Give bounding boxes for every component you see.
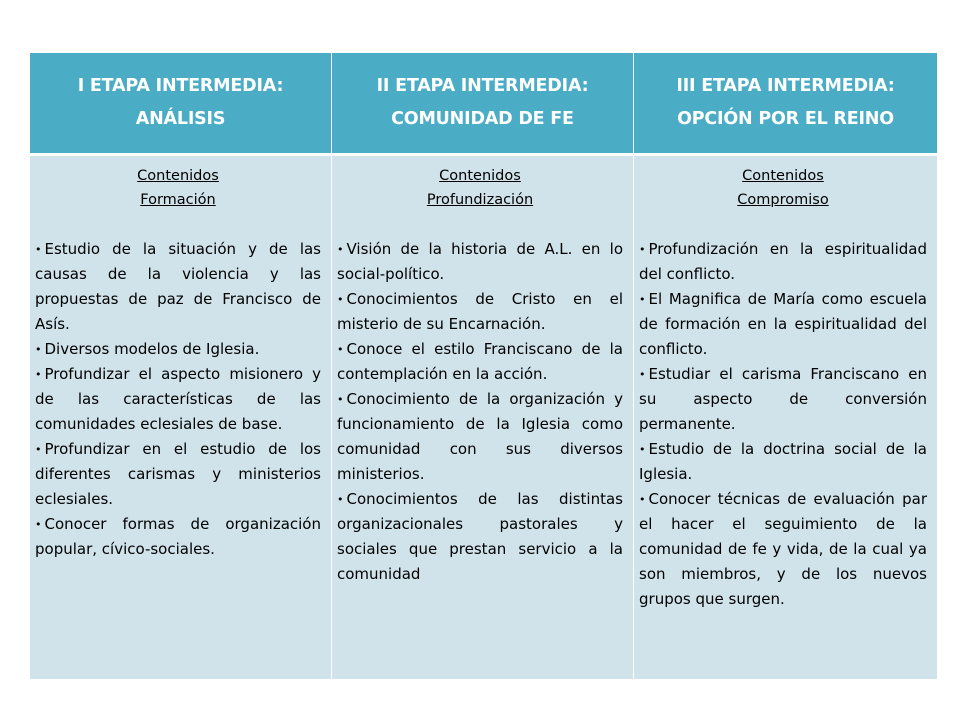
- list-item: • Conoce el estilo Franciscano de la contemplación en la acción.: [337, 340, 623, 383]
- contents-label: Contenidos: [439, 168, 521, 184]
- list-item: • Conocimientos de Cristo en el misterio de su Encarnación.: [337, 290, 623, 333]
- list-item: • Conocimientos de las distintas organizacionales pastorales y sociales que prestan servicio a la comunidad: [337, 490, 623, 583]
- list-item: • Conocer formas de organización popular, cívico-sociales.: [35, 515, 321, 558]
- header-stage-3-line1: III ETAPA INTERMEDIA:: [676, 76, 895, 96]
- list-item: • Estudio de la situación y de las causas de la violencia y las propuestas de paz de Francisco de Asís.: [35, 240, 321, 333]
- focus-label: Compromiso: [737, 192, 829, 208]
- header-stage-2-line2: COMUNIDAD DE FE: [391, 109, 574, 129]
- content-list: [35, 237, 321, 562]
- list-item: • Diversos modelos de Iglesia.: [35, 340, 260, 358]
- stages-table: [30, 53, 937, 679]
- focus-label: Formación: [140, 192, 216, 208]
- content-cell-stage-1: [30, 156, 332, 679]
- content-list: [337, 237, 623, 587]
- header-stage-1: [30, 53, 332, 156]
- list-item: • Profundizar el aspecto misionero y de las características de las comunidades eclesiales de base.: [35, 365, 321, 433]
- header-stage-1-line1: I ETAPA INTERMEDIA:: [77, 76, 284, 96]
- list-item: • Profundizar en el estudio de los diferentes carismas y ministerios eclesiales.: [35, 440, 321, 508]
- contents-label: Contenidos: [137, 168, 219, 184]
- list-item: • Estudio de la doctrina social de la Iglesia.: [639, 440, 927, 483]
- header-stage-3-line2: OPCIÓN POR EL REINO: [677, 109, 894, 129]
- content-cell-stage-3: [634, 156, 937, 679]
- list-item: • Estudiar el carisma Franciscano en su aspecto de conversión permanente.: [639, 365, 927, 433]
- list-item: • Conocer técnicas de evaluación par el hacer el seguimiento de la comunidad de fe y vida, de la cual ya son miembros, y de los nuevos grupos que surgen.: [639, 490, 927, 608]
- header-stage-3: [634, 53, 937, 156]
- header-stage-1-line2: ANÁLISIS: [135, 109, 226, 129]
- content-cell-stage-2: [332, 156, 634, 679]
- list-item: • El Magnifica de María como escuela de formación en la espiritualidad del conflicto.: [639, 290, 927, 358]
- header-stage-2-line1: II ETAPA INTERMEDIA:: [376, 76, 589, 96]
- list-item: • Visión de la historia de A.L. en lo social-político.: [337, 240, 623, 283]
- focus-label: Profundización: [426, 192, 534, 208]
- content-list: [639, 237, 927, 612]
- contents-label: Contenidos: [742, 168, 824, 184]
- list-item: • Profundización en la espiritualidad del conflicto.: [639, 240, 927, 283]
- header-stage-2: [332, 53, 634, 156]
- list-item: • Conocimiento de la organización y funcionamiento de la Iglesia como comunidad con sus diversos ministerios.: [337, 390, 623, 483]
